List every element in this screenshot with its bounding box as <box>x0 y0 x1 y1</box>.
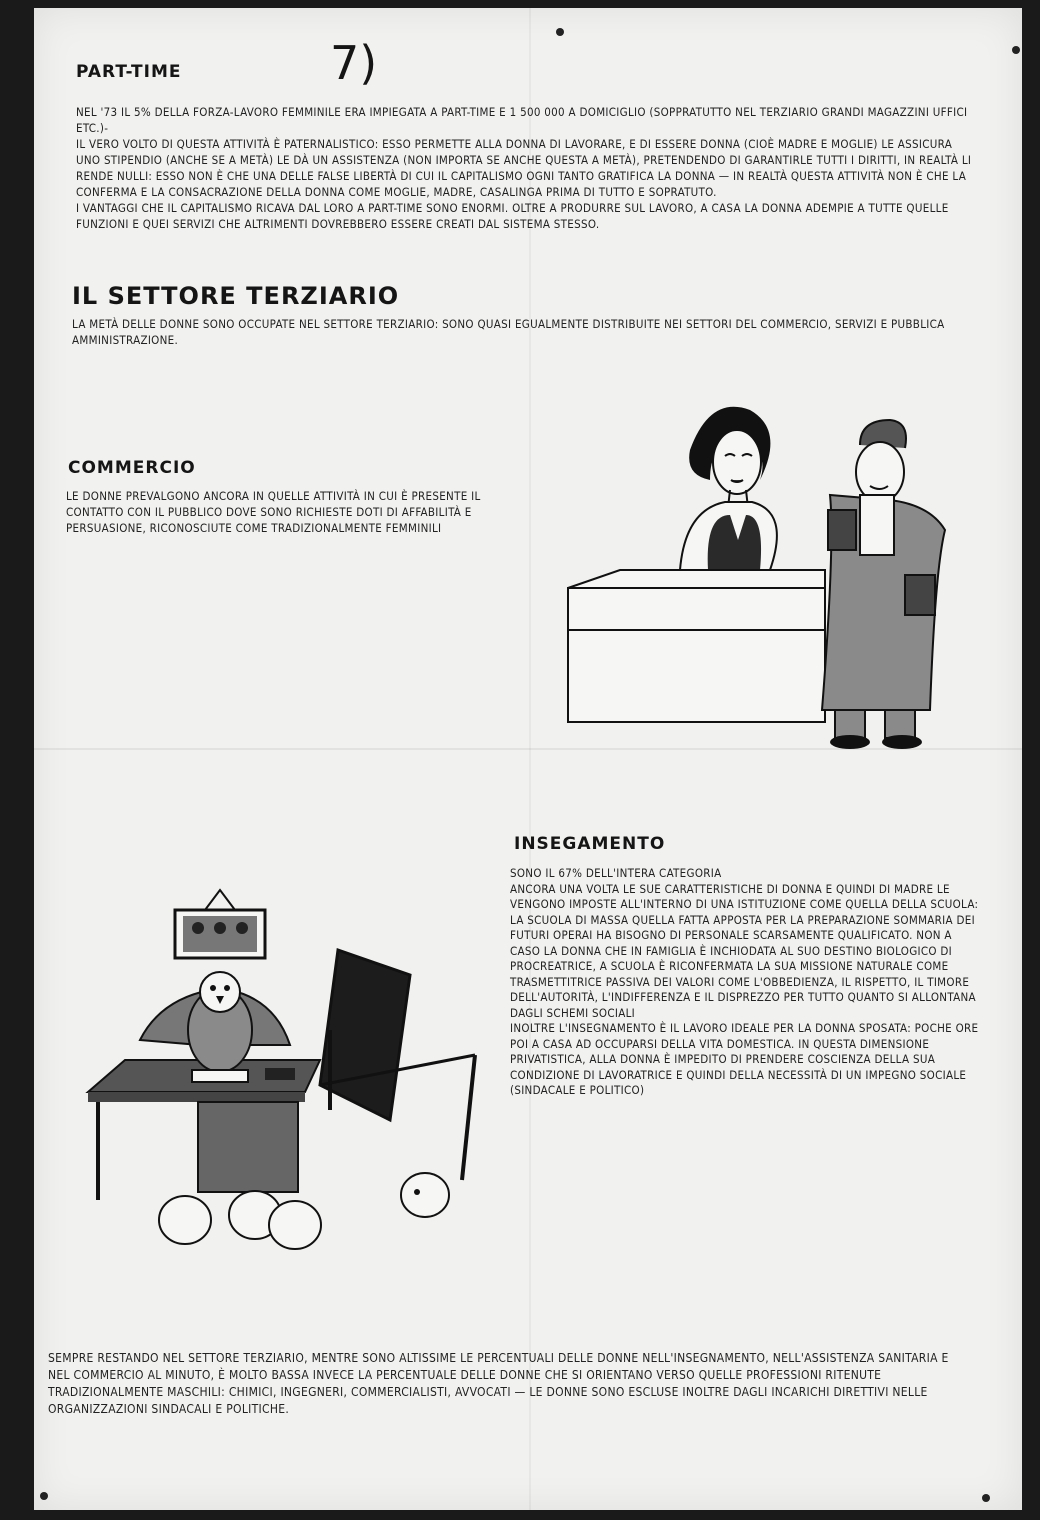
part-time-paragraph: NEL '73 IL 5% DELLA FORZA-LAVORO FEMMINILE ERA IMPIEGATA A PART-TIME E 1 500 000 A DOMICIGLIO (SOPPRATUTTO NEL TERZIARIO GRANDI MAGAZZINI UFFICI ETC.)- <box>76 105 968 135</box>
part-time-paragraph: I VANTAGGI CHE IL CAPITALISMO RICAVA DAL LORO A PART-TIME SONO ENORMI. OLTRE A PRODURRE SUL LAVORO, A CASA LA DONNA ADEMPIE A TUTTE QUELLE FUNZIONI E QUEI SERVIZI CHE ALTRIMENTI DOVREBBERO ESSERE CREATI DAL SISTEMA STESSO. <box>76 201 949 231</box>
terziario-heading: IL SETTORE TERZIARIO <box>72 282 400 310</box>
classroom-illustration <box>80 880 500 1260</box>
page-number: 7) <box>330 36 378 90</box>
insegnamento-paragraph: SONO IL 67% DELL'INTERA CATEGORIA <box>510 866 722 880</box>
blackboard <box>320 950 475 1180</box>
insegnamento-text <box>510 866 984 1099</box>
commercio-text: LE DONNE PREVALGONO ANCORA IN QUELLE ATTIVITÀ IN CUI È PRESENTE IL CONTATTO CON IL PUBBLICO DOVE SONO RICHIESTE DOTI DI AFFABILITÀ E PERSUASIONE, RICONOSCIUTE COME TRADIZIONALMENTE FEMMINILI <box>66 489 481 535</box>
shop-counter <box>568 570 825 722</box>
commercio-heading: COMMERCIO <box>68 458 196 478</box>
paper-fold <box>529 8 531 1510</box>
insegnamento-heading: INSEGAMENTO <box>514 834 666 854</box>
pin-hole <box>556 28 564 36</box>
shopkeeper-woman <box>680 407 777 570</box>
terziario-text: LA METÀ DELLE DONNE SONO OCCUPATE NEL SETTORE TERZIARIO: SONO QUASI EGUALMENTE DISTRIBUITE NEI SETTORI DEL COMMERCIO, SERVIZI E PUBBLICA AMMINISTRAZIONE. <box>72 317 945 347</box>
pin-hole <box>40 1492 48 1500</box>
part-time-heading: PART-TIME <box>76 62 182 82</box>
wall-portrait <box>175 890 265 958</box>
pin-hole <box>1012 46 1020 54</box>
part-time-paragraph: IL VERO VOLTO DI QUESTA ATTIVITÀ È PATERNALISTICO: ESSO PERMETTE ALLA DONNA DI LAVORARE, E DI ESSERE DONNA (CIOÈ MADRE E MOGLIE) LE ASSICURA UNO STIPENDIO (ANCHE SE A METÀ) LE DÀ UN ASSISTENZA (NON IMPORTA SE ANCHE QUESTA A METÀ), PRETENDENDO DI GARANTIRLE TUTTI I DIRITTI, IN REALTÀ LI RENDE NULLI: ESSO NON È CHE UNA DELLE FALSE LIBERTÀ DI CUI IL CAPITALISMO OGNI TANTO GRATIFICA LA DONNA — IN REALTÀ QUESTA ATTIVITÀ NON È CHE LA CONFERMA E LA CONSACRAZIONE DELLA DONNA COME MOGLIE, MADRE, CASALINGA PRIMA DI TUTTO E SOPRATUTO. <box>76 137 972 199</box>
insegnamento-paragraph: INOLTRE L'INSEGNAMENTO È IL LAVORO IDEALE PER LA DONNA SPOSATA: POCHE ORE POI A CASA AD OCCUPARSI DELLA VITA DOMESTICA. IN QUESTA DIMENSIONE PRIVATISTICA, ALLA DONNA È IMPEDITO DI PRENDERE COSCIENZA DELLA SUA CONDIZIONE DI LAVORATRICE E QUINDI DELLA NECESSITÀ DI UN IMPEGNO SOCIALE (SINDACALE E POLITICO) <box>510 1021 979 1097</box>
pin-hole <box>982 1494 990 1502</box>
footer-text: SEMPRE RESTANDO NEL SETTORE TERZIARIO, MENTRE SONO ALTISSIME LE PERCENTUALI DELLE DONNE NELL'INSEGNAMENTO, NELL'ASSISTENZA SANITARIA E NEL COMMERCIO AL MINUTO, È MOLTO BASSA INVECE LA PERCENTUALE DELLE DONNE CHE SI ORIENTANO VERSO QUELLE PROFESSIONI RITENUTE TRADIZIONALMENTE MASCHILI: CHIMICI, INGEGNERI, COMMERCIALISTI, AVVOCATI — LE DONNE SONO ESCLUSE INOLTRE DAGLI INCARICHI DIRETTIVI NELLE ORGANIZZAZIONI SINDACALI E POLITICHE. <box>48 1351 949 1416</box>
shop-illustration <box>560 390 980 760</box>
customer-man <box>822 420 945 749</box>
insegnamento-paragraph: ANCORA UNA VOLTA LE SUE CARATTERISTICHE DI DONNA E QUINDI DI MADRE LE VENGONO IMPOSTE ALL'INTERNO DI UNA ISTITUZIONE COME QUELLA DELLA SCUOLA: LA SCUOLA DI MASSA QUELLA FATTA APPOSTA PER LA PREPARAZIONE SOMMARIA DEI FUTURI OPERAI HA BISOGNO DI PERSONALE SCARSAMENTE QUALIFICATO. NON A CASO LA DONNA CHE IN FAMIGLIA È INCHIODATA AL SUO DESTINO BIOLOGICO DI PROCREATRICE, A SCUOLA È RICONFERMATA LA SUA MISSIONE NATURALE COME TRASMETTITRICE PASSIVA DEI VALORI COME L'OBBEDIENZA, IL RISPETTO, IL TIMORE DELL'AUTORITÀ, L'INDIFFERENZA E IL DISPREZZO PER TUTTO QUANTO SI ALLONTANA DAGLI SCHEMI SOCIALI <box>510 881 979 1020</box>
part-time-text <box>76 104 976 232</box>
